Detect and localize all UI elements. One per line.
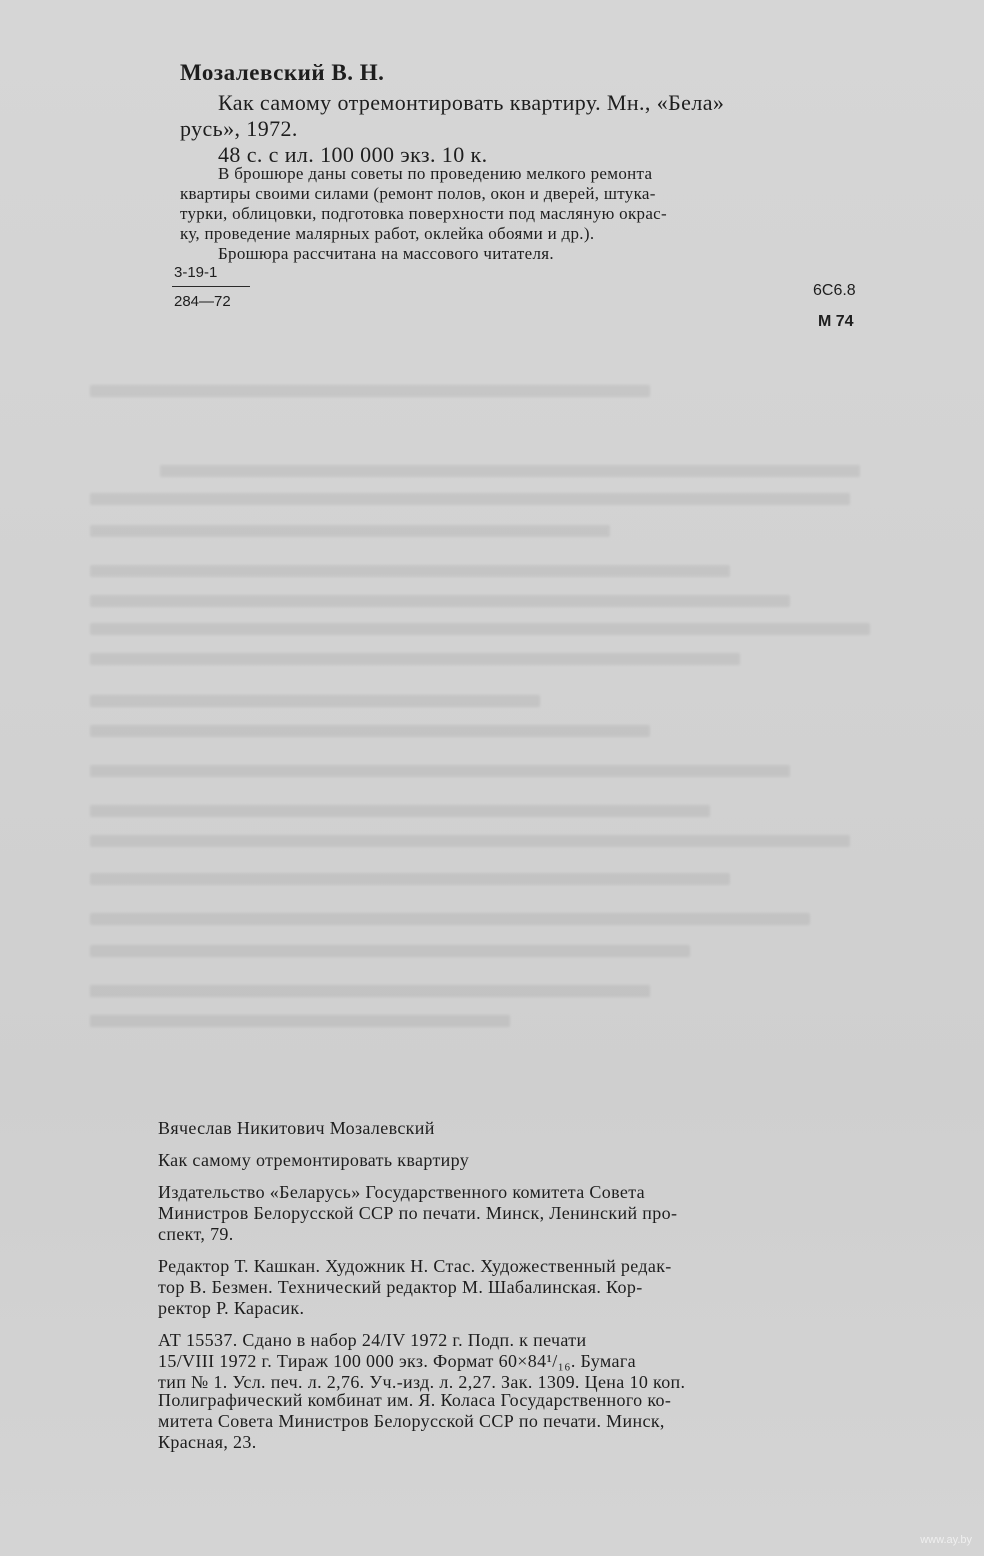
index-numerator: 3-19-1 bbox=[174, 264, 218, 281]
card-title-line-2: русь», 1972. bbox=[180, 116, 298, 141]
card-annotation-line: ку, проведение малярных работ, оклейка обоями и др.). bbox=[180, 224, 595, 243]
imprint-printer-line: Полиграфический комбинат им. Я. Коласа Государственного ко- bbox=[158, 1390, 672, 1410]
imprint-print-line: 15/VIII 1972 г. Тираж 100 000 экз. Формат 60×84¹/₁₆. Бумага bbox=[158, 1351, 636, 1371]
imprint-editors-line: Редактор Т. Кашкан. Художник Н. Стас. Художественный редак- bbox=[158, 1256, 672, 1276]
imprint-editors-line: тор В. Безмен. Технический редактор М. Шабалинская. Кор- bbox=[158, 1277, 643, 1297]
card-annotation-line: В брошюре даны советы по проведению мелкого ремонта bbox=[218, 164, 653, 183]
imprint-author: Вячеслав Никитович Мозалевский bbox=[158, 1118, 435, 1138]
imprint-editors-line: ректор Р. Карасик. bbox=[158, 1298, 305, 1318]
imprint-print-line: тип № 1. Усл. печ. л. 2,76. Уч.-изд. л. 2,27. Зак. 1309. Цена 10 коп. bbox=[158, 1372, 686, 1392]
card-extent: 48 с. с ил. 100 000 экз. 10 к. bbox=[218, 142, 488, 167]
card-annotation-line: турки, облицовки, подготовка поверхности под масляную окрас- bbox=[180, 204, 667, 223]
imprint-printer-line: митета Совета Министров Белорусской ССР по печати. Минск, bbox=[158, 1411, 665, 1431]
imprint-printer-line: Красная, 23. bbox=[158, 1432, 257, 1452]
bbk-code: 6С6.8 bbox=[813, 282, 856, 299]
imprint-publisher-line: Министров Белорусской ССР по печати. Минск, Ленинский про- bbox=[158, 1203, 678, 1223]
index-denominator: 284—72 bbox=[174, 293, 231, 310]
imprint-publisher-line: спект, 79. bbox=[158, 1224, 234, 1244]
imprint-print-line: АТ 15537. Сдано в набор 24/IV 1972 г. Подп. к печати bbox=[158, 1330, 587, 1350]
imprint-publisher-line: Издательство «Беларусь» Государственного комитета Совета bbox=[158, 1182, 645, 1202]
index-fraction-line bbox=[172, 286, 250, 287]
site-watermark: www.ay.by bbox=[920, 1534, 972, 1546]
card-author: Мозалевский В. Н. bbox=[180, 60, 385, 85]
card-annotation-line: Брошюра рассчитана на массового читателя. bbox=[218, 244, 554, 263]
imprint-title: Как самому отремонтировать квартиру bbox=[158, 1150, 470, 1170]
show-through-text bbox=[90, 365, 940, 1045]
card-annotation-line: квартиры своими силами (ремонт полов, окон и дверей, штука- bbox=[180, 184, 656, 203]
card-title-line-1: Как самому отремонтировать квартиру. Мн., «Бела» bbox=[218, 90, 725, 115]
author-mark: М 74 bbox=[818, 313, 854, 330]
